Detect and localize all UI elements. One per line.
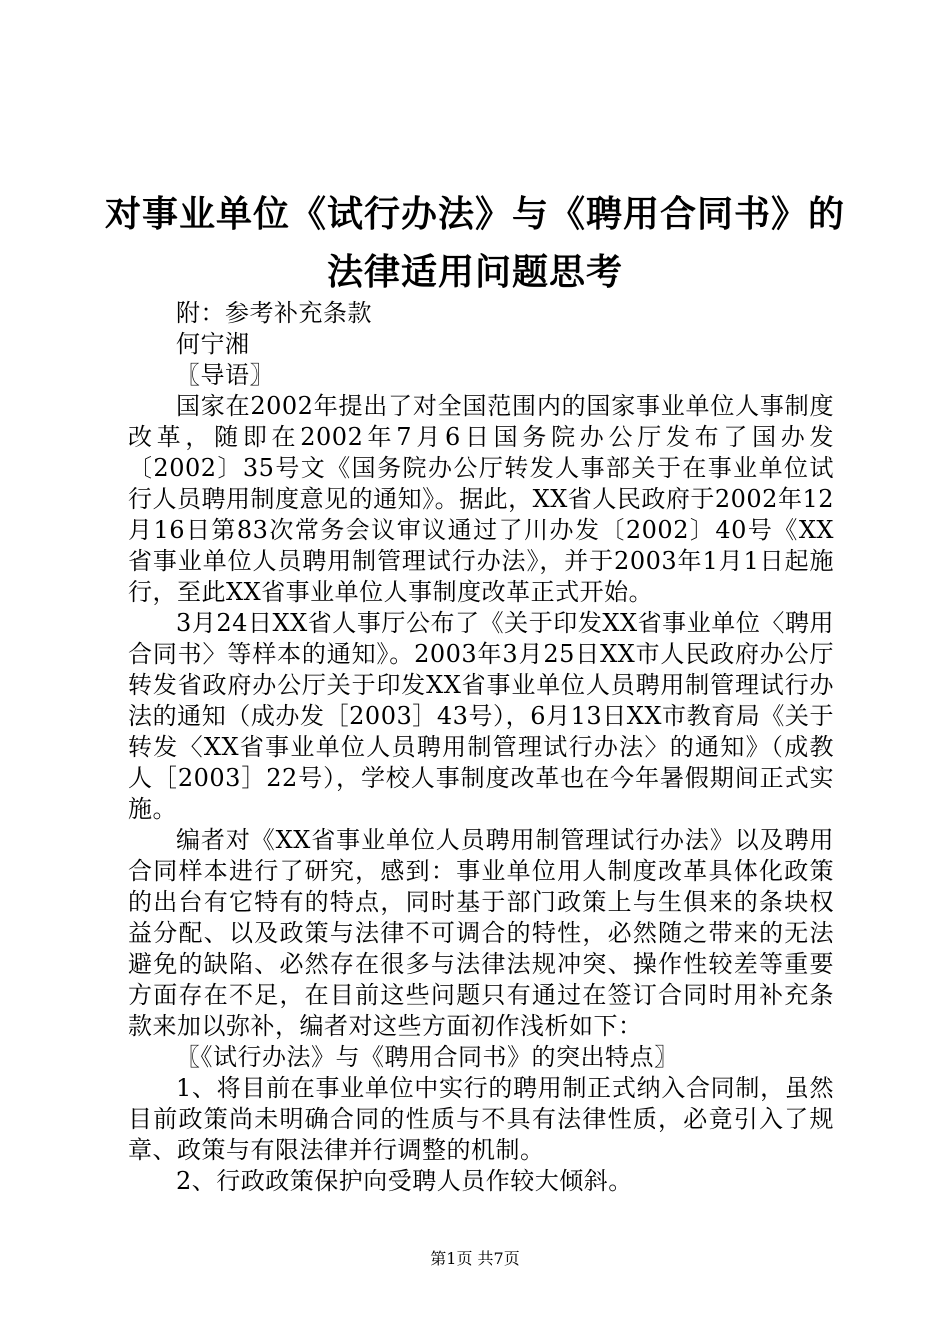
section-heading-features: 〖《试行办法》与《聘用合同书》的突出特点〗 xyxy=(176,1043,679,1071)
paragraph: 国家在2002年提出了对全国范围内的国家事业单位人事制度改革，随即在2002年7月6日国务院办公厅发布了国办发〔2002〕35号文《国务院办公厅转发人事部关于在事业单位试行人员聘用制度意见的通知》。据此，XX省人民政府于2002年12月16日第83次常务会议审议通过了川办发〔2002〕40号《XX省事业单位人员聘用制管理试行办法》，并于2003年1月1日起施行，至此XX省事业单位人事制度改革正式开始。 xyxy=(128,392,834,606)
document-title-line-2: 法律适用问题思考 xyxy=(326,252,623,293)
list-item: 2、行政政策保护向受聘人员作较大倾斜。 xyxy=(176,1167,633,1195)
author: 何宁湘 xyxy=(176,330,250,358)
list-item: 1、将目前在事业单位中实行的聘用制正式纳入合同制，虽然目前政策尚未明确合同的性质与不具有法律性质，必竟引入了规章、政策与有限法律并行调整的机制。 xyxy=(128,1074,834,1164)
document-title-line-1: 对事业单位《试行办法》与《聘用合同书》的 xyxy=(104,194,845,235)
page-number-footer: 第1页 共7页 xyxy=(430,1249,520,1268)
subtitle: 附：参考补充条款 xyxy=(176,299,372,327)
section-heading-intro: 〖导语〗 xyxy=(176,361,274,389)
paragraph: 3月24日XX省人事厅公布了《关于印发XX省事业单位〈聘用合同书〉等样本的通知》。2003年3月25日XX市人民政府办公厅转发省政府办公厅关于印发XX省事业单位人员聘用制管理试行办法的通知（成办发［2003］43号），6月13日XX市教育局《关于转发〈XX省事业单位人员聘用制管理试行办法〉的通知》（成教人［2003］22号），学校人事制度改革也在今年暑假期间正式实施。 xyxy=(128,609,834,823)
document-body xyxy=(128,298,834,1197)
paragraph: 编者对《XX省事业单位人员聘用制管理试行办法》以及聘用合同样本进行了研究，感到：事业单位用人制度改革具体化政策的出台有它特有的特点，同时基于部门政策上与生俱来的条块权益分配、以及政策与法律不可调合的特性，必然随之带来的无法避免的缺陷、必然存在很多与法律法规冲突、操作性较差等重要方面存在不足，在目前这些问题只有通过在签订合同时用补充条款来加以弥补，编者对这些方面初作浅析如下： xyxy=(128,826,834,1040)
